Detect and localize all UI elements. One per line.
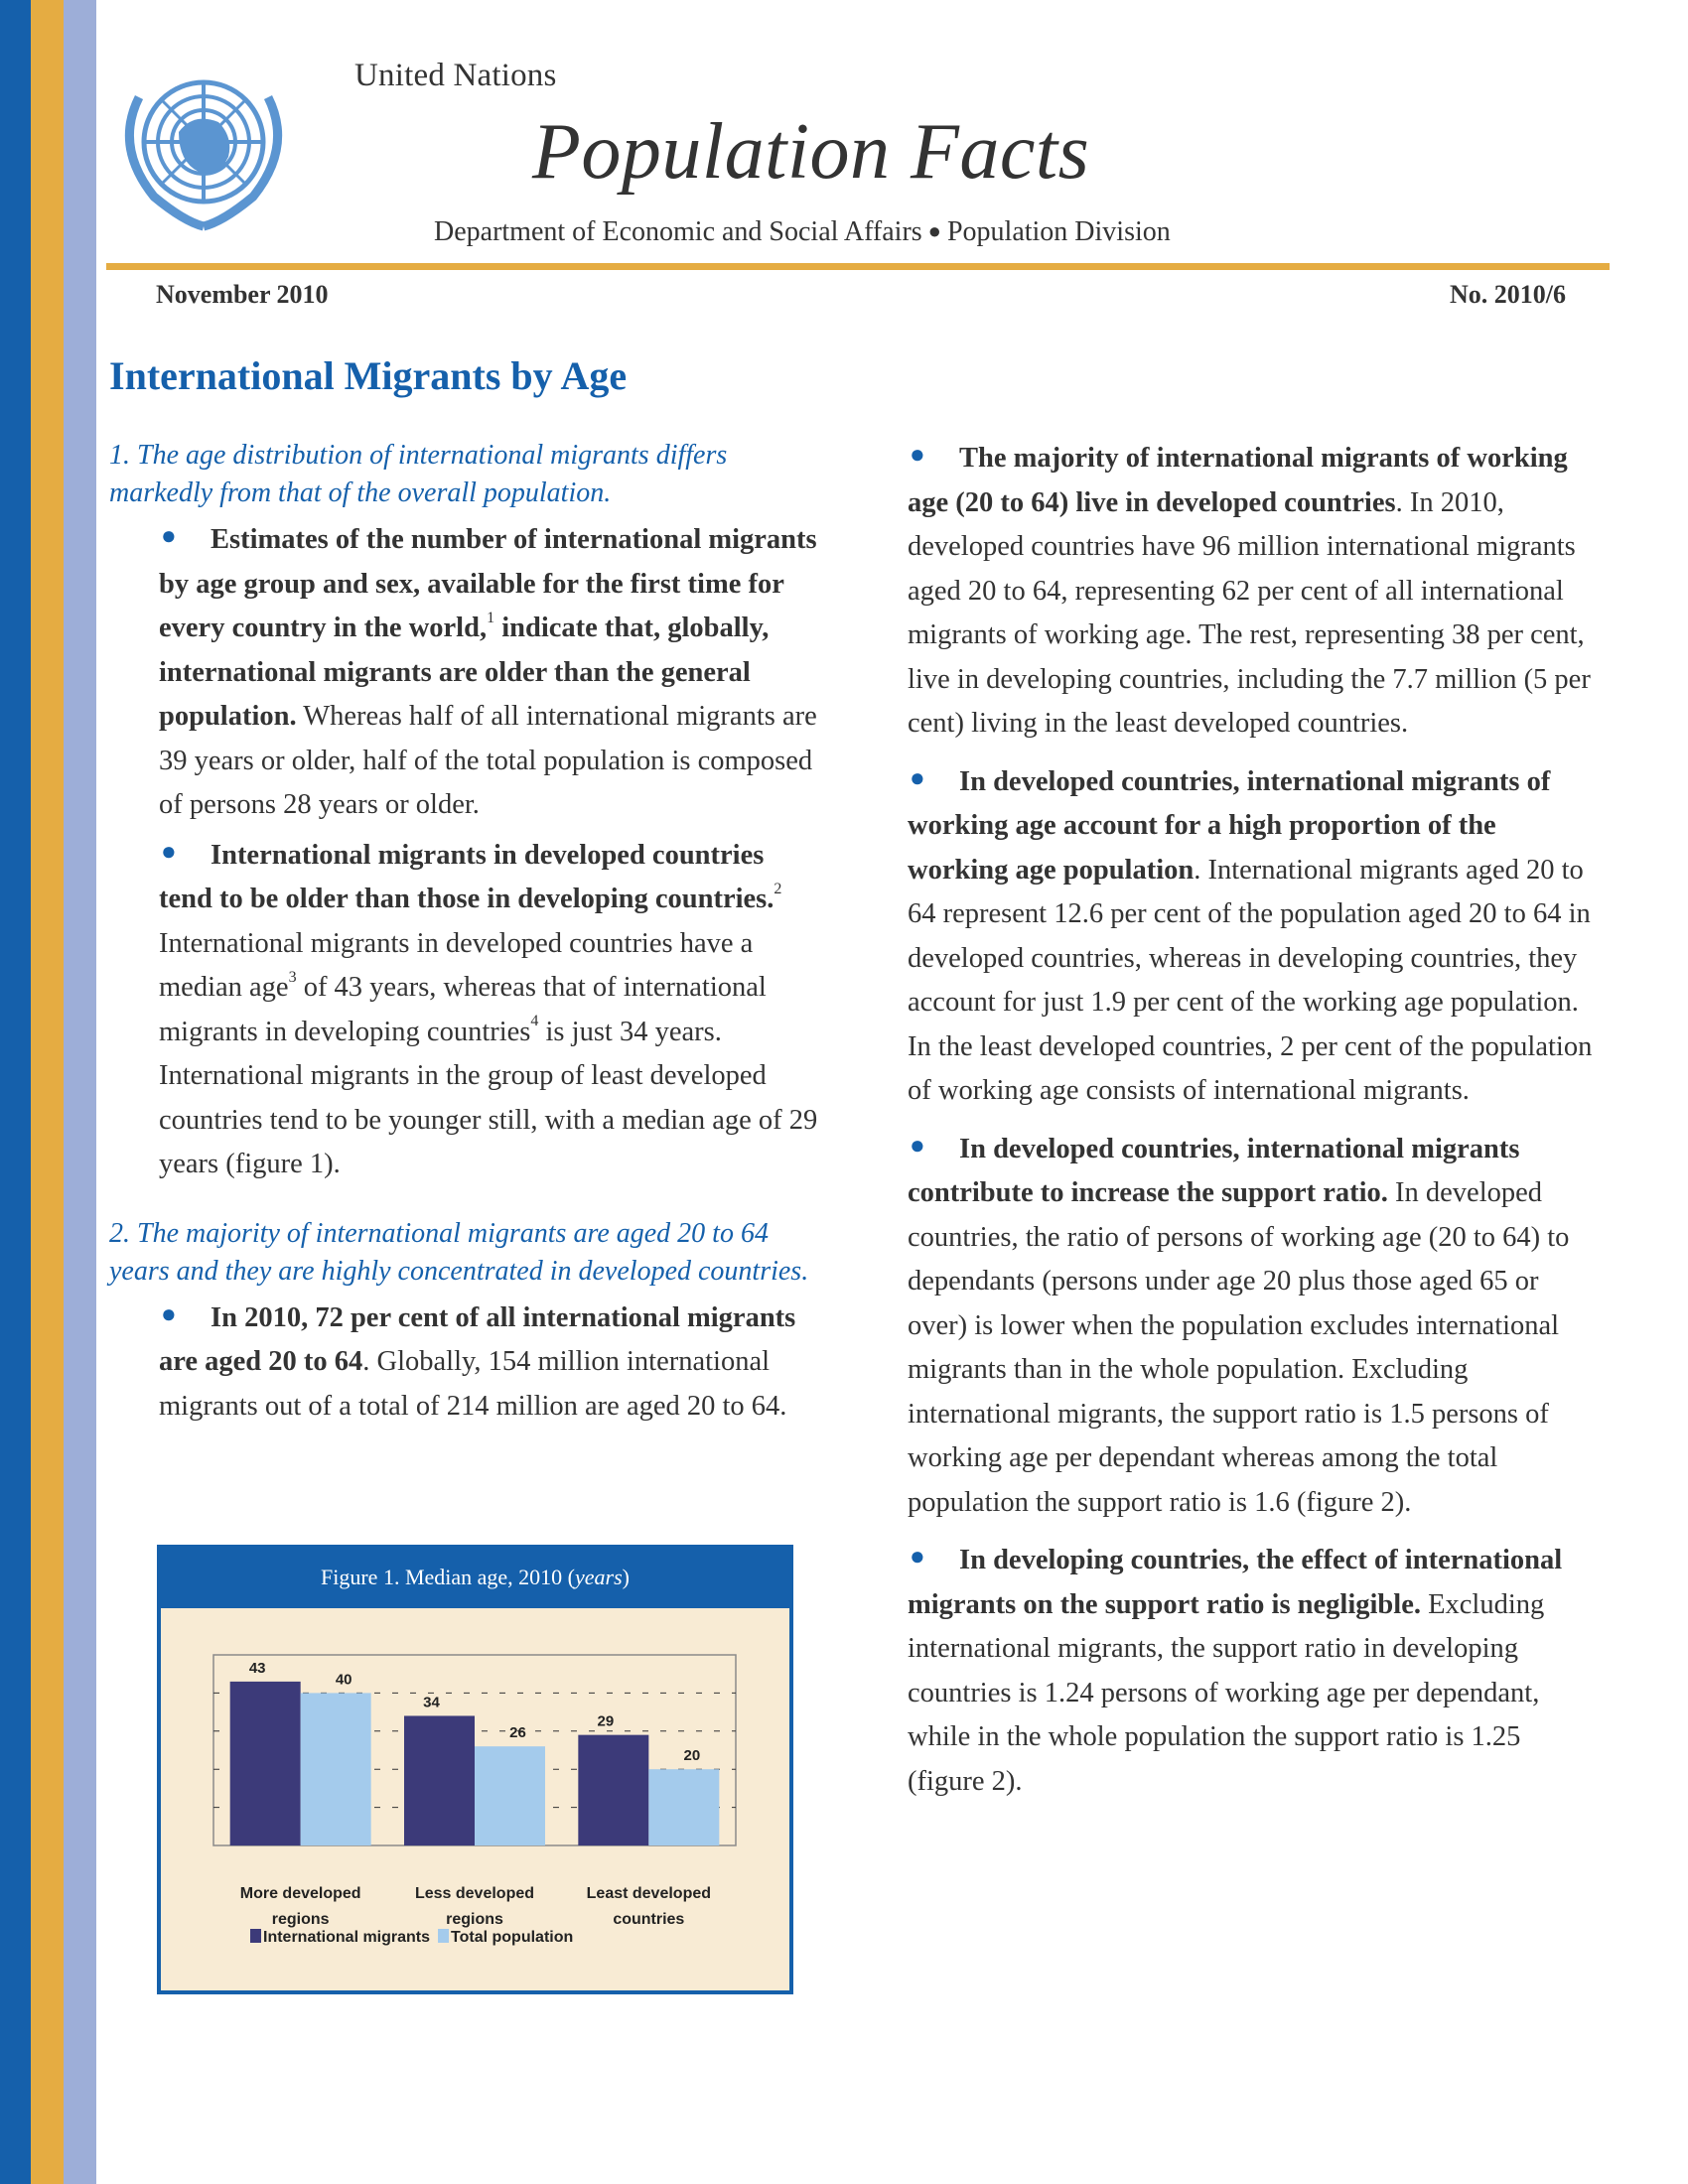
paragraph: [908, 437, 1603, 747]
bar-total-2: [648, 1769, 719, 1845]
paragraph: [109, 518, 824, 828]
body-text: . Globally, 154 million international migrants out of a total of 214 million are aged 20 to 64.: [159, 1346, 787, 1422]
bar-total-0: [301, 1693, 371, 1845]
data-label: 43: [248, 1659, 266, 1677]
category-label: Least developed: [586, 1885, 712, 1902]
key-finding: International migrants in developed countries tend to be older than those in developing countries.: [159, 839, 774, 914]
decorative-stripe-gold: [31, 0, 64, 2184]
department-line: [434, 216, 1171, 248]
figure-title: [161, 1549, 789, 1608]
category-label: More developed: [239, 1885, 361, 1902]
bar-total-1: [475, 1746, 545, 1845]
legend-label: International migrants: [263, 1929, 431, 1946]
category-label: Less developed: [414, 1885, 535, 1902]
body-text: In developed countries, the ratio of persons of working age (20 to 64) to dependants (persons under age 20 plus those aged 65 or over) is lower when the population excludes international migrants than in the whole population. Excluding international migrants, the support ratio is 1.5 persons of working age per dependant whereas among the total population the support ratio is 1.6 (figure 2).: [908, 1177, 1570, 1518]
category-label: countries: [613, 1911, 685, 1928]
footnote-ref[interactable]: 3: [288, 968, 297, 986]
key-finding: In developing countries, the effect of international migrants on the support ratio is negligible.: [908, 1545, 1563, 1620]
legend-label: Total population: [451, 1929, 574, 1946]
organization-name: United Nations: [354, 58, 557, 93]
key-finding: In developed countries, international migrants contribute to increase the support ratio.: [908, 1133, 1520, 1208]
footnote-ref[interactable]: 4: [530, 1013, 539, 1029]
data-label: 20: [683, 1747, 701, 1765]
document-title: International Migrants by Age: [109, 353, 628, 398]
un-emblem-icon: [109, 58, 298, 236]
section-heading-1: 1. The age distribution of international migrants differs markedly from that of the overall population.: [109, 440, 728, 508]
figure-title-close: ): [622, 1565, 630, 1589]
decorative-stripe-lavender: [64, 0, 96, 2184]
figure-title-unit: years: [575, 1565, 623, 1589]
right-column: [908, 437, 1603, 1818]
bullet-icon: ●: [910, 1542, 925, 1570]
paragraph: [109, 834, 824, 1187]
legend-swatch-0: [250, 1929, 261, 1943]
data-label: 40: [335, 1671, 352, 1689]
paragraph: [908, 1128, 1603, 1526]
key-finding: In 2010, 72 per cent of all international migrants are aged 20 to 64: [159, 1301, 796, 1377]
body-text: Whereas half of all international migrants are 39 years or older, half of the total population is composed of persons 28 years or older.: [159, 701, 817, 820]
body-text: . In 2010, developed countries have 96 million international migrants aged 20 to 64, representing 62 per cent of all international migrants of working age. The rest, representing 38 per cent, live in developing countries, including the 7.7 million (5 per cent) living in the least developed countries.: [908, 486, 1591, 739]
bar-migrants-0: [230, 1682, 301, 1845]
bar-migrants-1: [404, 1715, 475, 1845]
key-finding: In developed countries, international migrants of working age account for a high proportion of the working age population: [908, 765, 1551, 886]
key-finding: The majority of international migrants of working age (20 to 64) live in developed countries: [908, 443, 1568, 518]
bullet-icon: ●: [910, 762, 925, 792]
department-name: Department of Economic and Social Affairs: [434, 216, 922, 247]
body-text: Excluding international migrants, the support ratio in developing countries is 1.24 persons of working age per dependant, while in the whole population the support ratio is 1.25 (figure 2).: [908, 1588, 1545, 1797]
paragraph: [109, 1297, 824, 1430]
legend-swatch-1: [438, 1929, 449, 1943]
body-text: . International migrants aged 20 to 64 represent 12.6 per cent of the population aged 20 to 64 in developed countries, whereas in developing countries, they account for just 1.9 per cent of the working age population. In the least developed countries, 2 per cent of the population of working age consists of international migrants.: [908, 854, 1593, 1106]
data-label: 34: [423, 1694, 440, 1711]
bullet-icon: ●: [161, 836, 177, 866]
bullet-icon: ●: [910, 1130, 925, 1160]
body-text: International migrants in developed countries have a median age: [159, 927, 754, 1003]
paragraph: [908, 1539, 1603, 1804]
category-label: regions: [271, 1911, 330, 1928]
issue-number: No. 2010/6: [1450, 280, 1566, 309]
figure-1: [157, 1545, 793, 1994]
footnote-ref[interactable]: 2: [774, 880, 782, 897]
section-heading-2: 2. The majority of international migrants are aged 20 to 64 years and they are highly concentrated in developed countries.: [109, 1217, 809, 1287]
issue-date: November 2010: [156, 280, 329, 309]
left-column: [109, 437, 824, 1434]
data-label: 26: [509, 1724, 526, 1742]
decorative-stripe-blue: [0, 0, 31, 2184]
category-label: regions: [446, 1911, 503, 1928]
header-rule: [106, 263, 1610, 270]
body-text: is just 34 years. International migrants in the group of least developed countries tend to be younger still, with a median age of 29 years (figure 1).: [159, 1016, 818, 1179]
figure-title-text: Figure 1. Median age, 2010 (: [321, 1565, 575, 1589]
footnote-ref[interactable]: 1: [487, 609, 495, 626]
bullet-icon: ●: [161, 521, 177, 550]
key-finding: Estimates of the number of international migrants by age group and sex, available for the first time for every country in the world,: [159, 524, 817, 643]
data-label: 29: [597, 1712, 615, 1730]
division-name: Population Division: [946, 216, 1171, 247]
paragraph: [908, 760, 1603, 1114]
bullet-icon: ●: [910, 440, 925, 469]
key-finding: indicate that, globally, international migrants are older than the general population.: [159, 613, 770, 732]
median-age-bar-chart: [161, 1608, 789, 1990]
bar-migrants-2: [578, 1735, 648, 1845]
bullet-icon: ●: [161, 1298, 177, 1328]
separator-dot-icon: ●: [927, 218, 941, 243]
publication-title: Population Facts: [532, 108, 1090, 196]
body-text: of 43 years, whereas that of international migrants in developing countries: [159, 972, 767, 1047]
